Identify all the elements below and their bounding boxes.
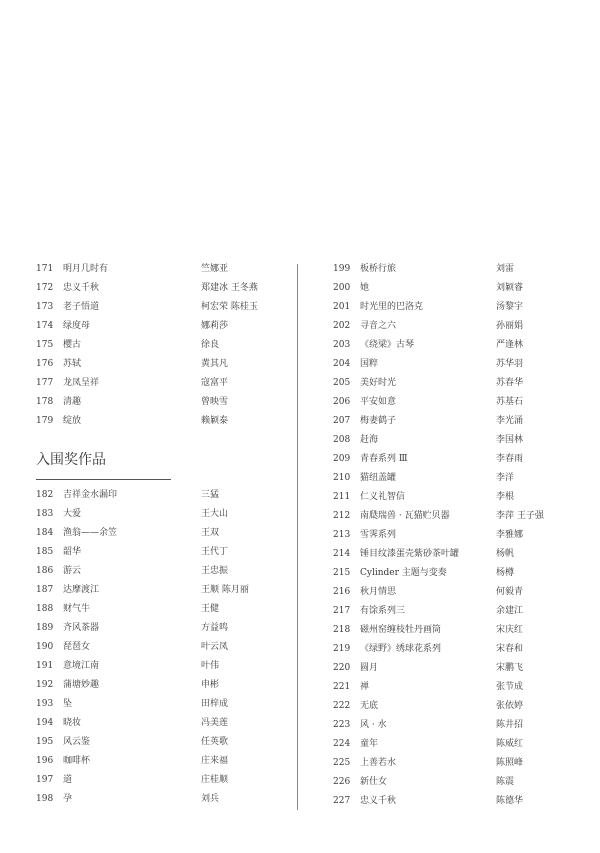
- entry-title: 南瓞瑞兽 · 瓦猫贮贝器: [360, 511, 450, 521]
- entry-author: 孙丽娟: [496, 321, 524, 331]
- list-item: [36, 395, 266, 409]
- entry-author: 庄来福: [201, 756, 229, 766]
- list-item: [36, 488, 266, 502]
- entry-author: 陈震: [496, 777, 515, 787]
- entry-number: 227: [333, 796, 351, 806]
- entry-title: 雪霁系列: [360, 530, 397, 540]
- entry-author: 冯美莲: [201, 718, 229, 728]
- entry-title: 达摩渡江: [63, 585, 100, 595]
- entry-title: 美好时光: [360, 378, 397, 388]
- entry-author: 张节成: [496, 682, 524, 692]
- entry-title: 仁义礼智信: [360, 492, 406, 502]
- entry-number: 201: [333, 302, 351, 312]
- entry-author: 申彬: [201, 680, 220, 690]
- entry-number: 189: [36, 623, 54, 633]
- entry-title: 道: [63, 775, 73, 785]
- entry-author: 苏基石: [496, 397, 524, 407]
- entry-title: 大爱: [63, 509, 82, 519]
- entry-author: 叶伟: [201, 661, 220, 671]
- entry-title: 吉祥金水漏印: [63, 490, 118, 500]
- entry-title: Cylinder 主题与变奏: [360, 568, 447, 578]
- entry-number: 218: [333, 625, 351, 635]
- list-item: [36, 773, 266, 787]
- entry-title: 韶华: [63, 547, 82, 557]
- entry-author: 何毅青: [496, 587, 524, 597]
- entry-number: 207: [333, 416, 351, 426]
- entry-title: 锤目纹漆蛋壳紫砂茶叶罐: [360, 549, 460, 559]
- entry-number: 216: [333, 587, 351, 597]
- entry-author: 宋鹏飞: [496, 663, 524, 673]
- entry-title: 樱古: [63, 340, 82, 350]
- list-item: [333, 281, 563, 295]
- entry-title: 孕: [63, 794, 73, 804]
- entry-number: 184: [36, 528, 54, 538]
- entry-number: 221: [333, 682, 351, 692]
- list-item: [333, 509, 563, 523]
- entry-title: 风 · 水: [360, 720, 387, 730]
- list-item: [36, 338, 266, 352]
- entry-title: 《绕梁》古琴: [360, 340, 415, 350]
- entry-number: 185: [36, 547, 54, 557]
- list-item: [36, 583, 266, 597]
- entry-author: 寇富平: [201, 378, 229, 388]
- list-item: [333, 642, 563, 656]
- entry-number: 193: [36, 699, 54, 709]
- entry-title: 青春系列 Ⅲ: [360, 454, 408, 464]
- entry-author: 李萍 王子强: [496, 511, 544, 521]
- entry-number: 191: [36, 661, 54, 671]
- entry-title: 《绿野》绣球花系列: [360, 644, 442, 654]
- list-item: [36, 735, 266, 749]
- entry-title: 禅: [360, 682, 370, 692]
- entry-number: 215: [333, 568, 351, 578]
- list-item: [36, 754, 266, 768]
- entry-title: 无底: [360, 701, 379, 711]
- entry-number: 204: [333, 359, 351, 369]
- list-item: [36, 621, 266, 635]
- entry-number: 209: [333, 454, 351, 464]
- list-item: [333, 680, 563, 694]
- entry-author: 曾映雪: [201, 397, 229, 407]
- entry-title: 忠义千秋: [360, 796, 397, 806]
- entry-number: 178: [36, 397, 54, 407]
- list-item: [36, 414, 266, 428]
- entry-author: 黄其凡: [201, 359, 229, 369]
- entry-number: 208: [333, 435, 351, 445]
- entry-number: 174: [36, 321, 54, 331]
- list-item: [36, 640, 266, 654]
- entry-author: 陈德华: [496, 796, 524, 806]
- entry-number: 177: [36, 378, 54, 388]
- entry-title: 童年: [360, 739, 379, 749]
- entry-author: 赖颖泰: [201, 416, 229, 426]
- list-item: [36, 697, 266, 711]
- entry-author: 刘兵: [201, 794, 220, 804]
- entry-author: 李根: [496, 492, 515, 502]
- entry-number: 198: [36, 794, 54, 804]
- entry-title: 圆月: [360, 663, 379, 673]
- entry-author: 宋春和: [496, 644, 524, 654]
- entry-author: 苏春华: [496, 378, 524, 388]
- entry-number: 176: [36, 359, 54, 369]
- entry-author: 娜莉莎: [201, 321, 229, 331]
- entry-title: 忠义千秋: [63, 283, 100, 293]
- list-item: [36, 281, 266, 295]
- entry-title: 板桥行旅: [360, 264, 397, 274]
- entry-author: 庄桂顺: [201, 775, 229, 785]
- entry-number: 224: [333, 739, 351, 749]
- entry-title: 时光里的巴洛克: [360, 302, 424, 312]
- entry-author: 方益鸣: [201, 623, 229, 633]
- section-underline: [36, 479, 171, 480]
- entry-number: 179: [36, 416, 54, 426]
- entry-author: 汤黎宇: [496, 302, 524, 312]
- entry-number: 213: [333, 530, 351, 540]
- entry-author: 宋庆红: [496, 625, 524, 635]
- list-item: [333, 471, 563, 485]
- entry-title: 意境江南: [63, 661, 100, 671]
- entry-title: 绽放: [63, 416, 82, 426]
- entry-title: 寻音之六: [360, 321, 397, 331]
- entry-number: 175: [36, 340, 54, 350]
- list-item: [333, 623, 563, 637]
- entry-number: 186: [36, 566, 54, 576]
- entry-number: 187: [36, 585, 54, 595]
- entry-title: 咖啡杯: [63, 756, 91, 766]
- list-item: [333, 756, 563, 770]
- entry-title: 明月几时有: [63, 264, 109, 274]
- list-item: [36, 792, 266, 806]
- list-item: [36, 376, 266, 390]
- list-item: [333, 528, 563, 542]
- entry-number: 214: [333, 549, 351, 559]
- entry-author: 杨帆: [496, 549, 515, 559]
- entry-title: 绿度母: [63, 321, 91, 331]
- entry-number: 222: [333, 701, 351, 711]
- section-heading: 入围奖作品: [36, 452, 106, 468]
- entry-number: 219: [333, 644, 351, 654]
- list-item: [333, 376, 563, 390]
- entry-number: 223: [333, 720, 351, 730]
- entry-author: 徐良: [201, 340, 220, 350]
- list-item: [36, 678, 266, 692]
- entry-number: 203: [333, 340, 351, 350]
- entry-author: 王忠振: [201, 566, 229, 576]
- list-item: [333, 566, 563, 580]
- entry-title: 梅妻鹤子: [360, 416, 397, 426]
- list-item: [333, 395, 563, 409]
- entry-number: 199: [333, 264, 351, 274]
- entry-number: 194: [36, 718, 54, 728]
- entry-title: 龙凤呈祥: [63, 378, 100, 388]
- entry-title: 苏轼: [63, 359, 82, 369]
- list-item: [333, 737, 563, 751]
- list-item: [333, 338, 563, 352]
- entry-author: 刘颖睿: [496, 283, 524, 293]
- list-item: [36, 300, 266, 314]
- entry-title: 猫纽盖罐: [360, 473, 397, 483]
- entry-number: 210: [333, 473, 351, 483]
- entry-author: 王顺 陈月丽: [201, 585, 249, 595]
- entry-title: 赶海: [360, 435, 379, 445]
- list-item: [36, 602, 266, 616]
- list-item: [36, 716, 266, 730]
- entry-author: 刘雷: [496, 264, 515, 274]
- entry-title: 晓妆: [63, 718, 82, 728]
- list-item: [333, 794, 563, 808]
- entry-title: 坠: [63, 699, 73, 709]
- entry-author: 李洋: [496, 473, 515, 483]
- list-item: [333, 490, 563, 504]
- list-item: [36, 526, 266, 540]
- entry-title: 清趣: [63, 397, 82, 407]
- entry-number: 206: [333, 397, 351, 407]
- entry-title: 老子悟道: [63, 302, 100, 312]
- entry-title: 游云: [63, 566, 82, 576]
- entry-author: 李春雨: [496, 454, 524, 464]
- entry-author: 陈照峰: [496, 758, 524, 768]
- entry-author: 叶云凤: [201, 642, 229, 652]
- list-item: [333, 604, 563, 618]
- list-item: [333, 585, 563, 599]
- entry-author: 竺娜亚: [201, 264, 229, 274]
- entry-title: 上善若水: [360, 758, 397, 768]
- entry-author: 杨樽: [496, 568, 515, 578]
- entry-number: 196: [36, 756, 54, 766]
- entry-number: 190: [36, 642, 54, 652]
- entry-number: 217: [333, 606, 351, 616]
- list-item: [36, 564, 266, 578]
- entry-title: 渔翁——余笠: [63, 528, 118, 538]
- list-item: [333, 300, 563, 314]
- list-item: [333, 452, 563, 466]
- list-item: [36, 357, 266, 371]
- entry-author: 郑建冰 王冬燕: [201, 283, 258, 293]
- entry-number: 226: [333, 777, 351, 787]
- entry-author: 柯宏荣 陈桂玉: [201, 302, 258, 312]
- entry-number: 225: [333, 758, 351, 768]
- entry-title: 琵琶女: [63, 642, 91, 652]
- entry-number: 183: [36, 509, 54, 519]
- entry-number: 211: [333, 492, 351, 502]
- entry-author: 王健: [201, 604, 220, 614]
- entry-title: 国粹: [360, 359, 379, 369]
- entry-author: 王代丁: [201, 547, 229, 557]
- list-item: [333, 433, 563, 447]
- entry-author: 李国林: [496, 435, 524, 445]
- entry-number: 202: [333, 321, 351, 331]
- entry-author: 任英歌: [201, 737, 229, 747]
- list-item: [333, 661, 563, 675]
- entry-title: 她: [360, 283, 370, 293]
- entry-author: 三猛: [201, 490, 220, 500]
- entry-author: 苏华羽: [496, 359, 524, 369]
- entry-author: 张依婷: [496, 701, 524, 711]
- entry-number: 200: [333, 283, 351, 293]
- list-item: [333, 718, 563, 732]
- entry-title: 财气牛: [63, 604, 91, 614]
- list-item: [36, 545, 266, 559]
- entry-author: 田梓成: [201, 699, 229, 709]
- entry-number: 197: [36, 775, 54, 785]
- list-item: [333, 414, 563, 428]
- entry-number: 220: [333, 663, 351, 673]
- entry-author: 陈井招: [496, 720, 524, 730]
- list-item: [333, 699, 563, 713]
- entry-author: 李雅娜: [496, 530, 524, 540]
- column-divider: [297, 264, 298, 810]
- entry-number: 182: [36, 490, 54, 500]
- entry-number: 173: [36, 302, 54, 312]
- entry-author: 王大山: [201, 509, 229, 519]
- entry-author: 李光涌: [496, 416, 524, 426]
- entry-number: 188: [36, 604, 54, 614]
- entry-author: 余建江: [496, 606, 524, 616]
- entry-number: 212: [333, 511, 351, 521]
- entry-number: 205: [333, 378, 351, 388]
- entry-title: 风云鉴: [63, 737, 91, 747]
- entry-title: 蒲塘妙趣: [63, 680, 100, 690]
- list-item: [36, 262, 266, 276]
- list-item: [333, 319, 563, 333]
- list-item: [333, 357, 563, 371]
- entry-number: 171: [36, 264, 54, 274]
- entry-author: 陈威红: [496, 739, 524, 749]
- entry-number: 172: [36, 283, 54, 293]
- list-item: [36, 507, 266, 521]
- list-item: [36, 659, 266, 673]
- entry-number: 192: [36, 680, 54, 690]
- list-item: [333, 775, 563, 789]
- entry-number: 195: [36, 737, 54, 747]
- entry-title: 有馀系列三: [360, 606, 406, 616]
- entry-author: 严逢林: [496, 340, 524, 350]
- entry-title: 齐风茶器: [63, 623, 100, 633]
- entry-title: 新仕女: [360, 777, 388, 787]
- entry-title: 秋月情思: [360, 587, 397, 597]
- entry-title: 平安如意: [360, 397, 397, 407]
- list-item: [36, 319, 266, 333]
- entry-title: 磁州窑缠枝牡丹画筒: [360, 625, 442, 635]
- list-item: [333, 262, 563, 276]
- entry-author: 王双: [201, 528, 220, 538]
- list-item: [333, 547, 563, 561]
